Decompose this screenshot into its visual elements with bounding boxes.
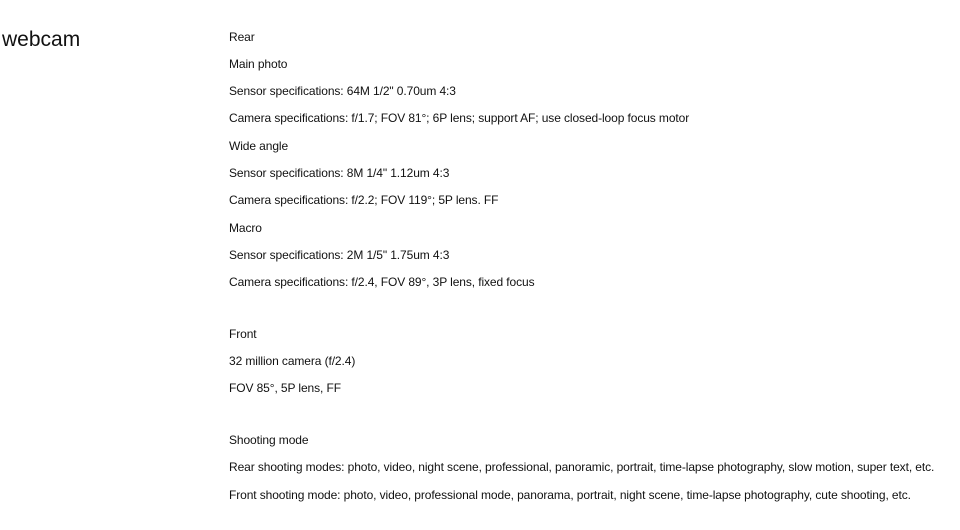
- shooting-mode-heading: Shooting mode: [229, 433, 309, 447]
- front-heading: Front: [229, 327, 257, 341]
- section-title: webcam: [2, 28, 81, 51]
- rear-heading: Rear: [229, 30, 255, 44]
- main-sensor-spec: Sensor specifications: 64M 1/2" 0.70um 4:3: [229, 84, 456, 98]
- front-lens-spec: FOV 85°, 5P lens, FF: [229, 381, 341, 395]
- macro-camera-spec: Camera specifications: f/2.4, FOV 89°, 3P lens, fixed focus: [229, 275, 535, 289]
- wide-angle-label: Wide angle: [229, 139, 289, 153]
- main-camera-spec: Camera specifications: f/1.7; FOV 81°; 6P lens; support AF; use closed-loop focus motor: [229, 111, 690, 125]
- front-shooting-modes: Front shooting mode: photo, video, professional mode, panorama, portrait, night scene, time-lapse photography, cute shooting, etc.: [229, 488, 911, 502]
- wide-sensor-spec: Sensor specifications: 8M 1/4" 1.12um 4:3: [229, 166, 450, 180]
- macro-label: Macro: [229, 221, 262, 235]
- front-camera-spec: 32 million camera (f/2.4): [229, 354, 356, 368]
- macro-sensor-spec: Sensor specifications: 2M 1/5" 1.75um 4:3: [229, 248, 450, 262]
- rear-shooting-modes: Rear shooting modes: photo, video, night scene, professional, panoramic, portrait, time-lapse photography, slow motion, super text, etc.: [229, 460, 935, 474]
- main-photo-label: Main photo: [229, 57, 288, 71]
- wide-camera-spec: Camera specifications: f/2.2; FOV 119°; 5P lens. FF: [229, 193, 499, 207]
